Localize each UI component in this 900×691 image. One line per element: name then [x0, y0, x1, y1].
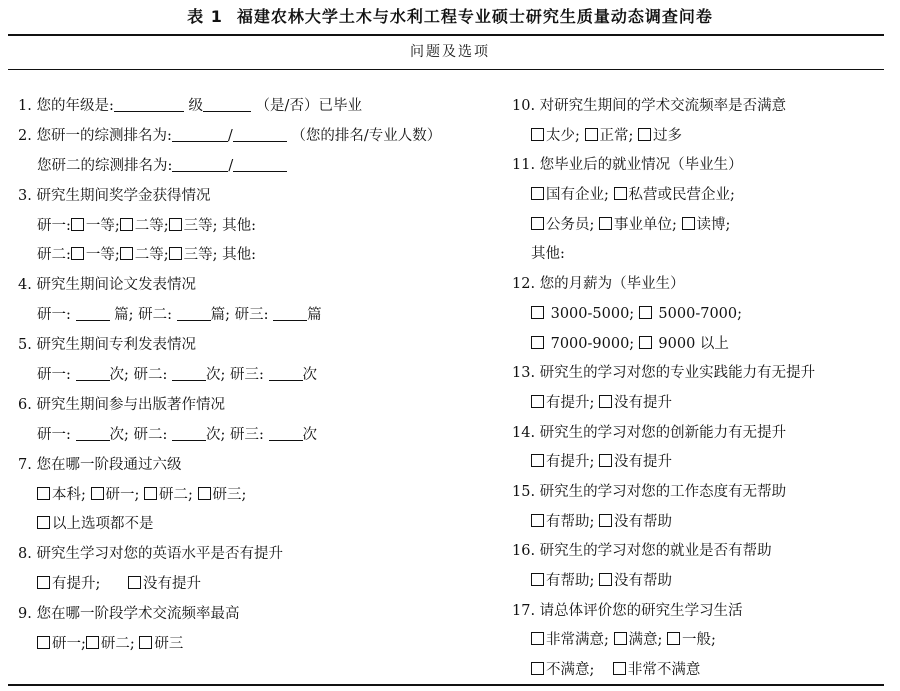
- bottom-rule: [8, 684, 884, 686]
- text: 研二;: [100, 636, 140, 653]
- text: 本科;: [52, 486, 91, 503]
- text: 9. 您在哪一阶段学术交流频率最高: [18, 606, 240, 623]
- text: 过多: [653, 127, 682, 144]
- fill-blank[interactable]: [76, 366, 110, 381]
- text: 次: [302, 367, 317, 384]
- checkbox[interactable]: [37, 487, 50, 500]
- option-line: [18, 481, 498, 511]
- table-number: 表 1: [187, 7, 223, 26]
- text: 篇; 研三:: [210, 307, 274, 324]
- fill-blank[interactable]: [269, 426, 303, 441]
- checkbox[interactable]: [169, 247, 182, 260]
- checkbox[interactable]: [531, 573, 544, 586]
- option-line: [512, 211, 892, 241]
- question-line: [18, 122, 498, 152]
- question-line: [512, 270, 892, 300]
- text: 没有提升: [143, 576, 202, 593]
- fill-blank[interactable]: [203, 97, 251, 112]
- checkbox[interactable]: [531, 514, 544, 527]
- text: 5000-7000;: [653, 305, 743, 322]
- text: 研一;: [105, 486, 144, 503]
- checkbox[interactable]: [667, 632, 680, 645]
- fill-blank[interactable]: [233, 127, 287, 142]
- checkbox[interactable]: [599, 573, 612, 586]
- question-line: [512, 419, 892, 449]
- checkbox[interactable]: [37, 516, 50, 529]
- fill-blank[interactable]: [76, 426, 110, 441]
- text: 14. 研究生的学习对您的创新能力有无提升: [512, 424, 787, 441]
- text: 研一:: [37, 426, 76, 443]
- checkbox[interactable]: [531, 662, 544, 675]
- text: 有提升;: [52, 576, 129, 593]
- option-line: [512, 626, 892, 656]
- text: 10. 对研究生期间的学术交流频率是否满意: [512, 98, 787, 114]
- text: 篇: [307, 307, 322, 324]
- checkbox[interactable]: [531, 632, 544, 645]
- text: 满意;: [628, 632, 667, 649]
- option-line: [18, 152, 498, 182]
- text: /: [227, 127, 233, 144]
- checkbox[interactable]: [613, 662, 626, 675]
- checkbox[interactable]: [585, 128, 598, 141]
- option-line: [512, 300, 892, 330]
- option-line: [18, 421, 498, 451]
- text: 没有帮助: [614, 573, 672, 589]
- fill-blank[interactable]: [273, 306, 307, 321]
- text: /: [228, 157, 234, 174]
- text: 次; 研二:: [109, 426, 172, 443]
- question-line: [18, 271, 498, 301]
- text: 7. 您在哪一阶段通过六级: [18, 456, 182, 473]
- text: 12. 您的月薪为（毕业生）: [512, 276, 685, 293]
- table-title: [0, 4, 900, 27]
- checkbox[interactable]: [71, 247, 84, 260]
- checkbox[interactable]: [71, 218, 84, 231]
- text: 1. 您的年级是:: [18, 98, 114, 114]
- text: 三等; 其他:: [183, 247, 257, 264]
- option-line: [512, 240, 892, 270]
- text: 一等;: [85, 247, 120, 264]
- option-line: [18, 241, 498, 271]
- text: 17. 请总体评价您的研究生学习生活: [512, 602, 743, 619]
- text: 公务员;: [546, 216, 599, 233]
- text: 级: [183, 98, 203, 114]
- question-line: [512, 151, 892, 181]
- option-line: [18, 361, 498, 391]
- fill-blank[interactable]: [76, 306, 110, 321]
- text: 研二;: [159, 486, 198, 503]
- text: 次; 研二:: [109, 367, 172, 384]
- checkbox[interactable]: [682, 217, 695, 230]
- text: 11. 您毕业后的就业情况（毕业生）: [512, 157, 743, 174]
- option-line: [512, 181, 892, 211]
- text: 不满意;: [546, 662, 613, 679]
- text: 8. 研究生学习对您的英语水平是否有提升: [18, 546, 283, 563]
- right-column: [512, 92, 892, 686]
- text: 三等; 其他:: [183, 217, 257, 234]
- question-line: [512, 597, 892, 627]
- checkbox[interactable]: [638, 128, 651, 141]
- checkbox[interactable]: [531, 217, 544, 230]
- option-line: [512, 508, 892, 538]
- table-header: 问题及选项: [410, 44, 490, 60]
- question-line: [512, 478, 892, 508]
- checkbox[interactable]: [120, 247, 133, 260]
- fill-blank[interactable]: [172, 366, 206, 381]
- checkbox[interactable]: [37, 576, 50, 589]
- checkbox[interactable]: [639, 336, 652, 349]
- checkbox[interactable]: [599, 454, 612, 467]
- checkbox[interactable]: [531, 336, 544, 349]
- option-line: [512, 567, 892, 597]
- text: 有提升;: [546, 454, 599, 471]
- option-line: [512, 330, 892, 360]
- question-line: [18, 600, 498, 630]
- fill-blank[interactable]: [172, 127, 228, 142]
- text: 研二:: [37, 247, 71, 264]
- text: 一般;: [682, 632, 716, 649]
- question-line: [18, 391, 498, 421]
- text: 有帮助;: [546, 513, 599, 530]
- text: 7000-9000;: [546, 335, 639, 352]
- option-line: [18, 301, 498, 331]
- question-line: [512, 359, 892, 389]
- text: 国有企业;: [546, 187, 614, 204]
- question-line: [512, 92, 892, 122]
- text: 16. 研究生的学习对您的就业是否有帮助: [512, 543, 772, 560]
- option-line: [512, 389, 892, 419]
- text: 次; 研三:: [206, 426, 269, 443]
- option-line: [18, 212, 498, 242]
- text: 15. 研究生的学习对您的工作态度有无帮助: [512, 483, 787, 500]
- fill-blank[interactable]: [114, 97, 184, 112]
- fill-blank[interactable]: [172, 426, 206, 441]
- question-line: [18, 92, 498, 122]
- checkbox[interactable]: [531, 306, 544, 319]
- checkbox[interactable]: [531, 128, 544, 141]
- checkbox[interactable]: [198, 487, 211, 500]
- text: 研三;: [212, 486, 247, 503]
- text: 太少;: [546, 127, 585, 144]
- header-rule: [8, 69, 884, 70]
- top-rule: [8, 34, 884, 36]
- table-caption: 福建农林大学土木与水利工程专业硕士研究生质量动态调查问卷: [236, 7, 713, 26]
- question-line: [18, 451, 498, 481]
- text: 事业单位;: [614, 216, 682, 233]
- option-line: [512, 448, 892, 478]
- checkbox[interactable]: [599, 514, 612, 527]
- fill-blank[interactable]: [269, 366, 303, 381]
- option-line: [18, 510, 498, 540]
- text: 6. 研究生期间参与出版著作情况: [18, 396, 225, 413]
- text: 没有提升: [614, 454, 672, 471]
- text: 有提升;: [546, 394, 599, 411]
- question-line: [18, 540, 498, 570]
- text: 读博;: [696, 216, 731, 233]
- left-column: [18, 92, 498, 660]
- text: 次; 研三:: [206, 367, 269, 384]
- option-line: [18, 630, 498, 660]
- checkbox[interactable]: [599, 217, 612, 230]
- text: 3. 研究生期间奖学金获得情况: [18, 187, 211, 204]
- checkbox[interactable]: [86, 636, 99, 649]
- text: 有帮助;: [546, 573, 599, 589]
- text: 二等;: [134, 247, 169, 264]
- checkbox[interactable]: [614, 632, 627, 645]
- text: 其他:: [531, 246, 565, 263]
- text: （是/否）已毕业: [250, 98, 362, 114]
- checkbox[interactable]: [639, 306, 652, 319]
- text: 研一:: [37, 367, 76, 384]
- text: 一等;: [85, 217, 120, 234]
- checkbox[interactable]: [139, 636, 152, 649]
- checkbox[interactable]: [120, 218, 133, 231]
- text: 私营或民营企业;: [628, 187, 735, 204]
- option-line: [18, 570, 498, 600]
- text: 非常不满意: [627, 662, 701, 679]
- text: （您的排名/专业人数）: [286, 127, 442, 144]
- text: 您研二的综测排名为:: [37, 157, 173, 174]
- text: 正常;: [599, 127, 638, 144]
- question-line: [18, 331, 498, 361]
- text: 2. 您研一的综测排名为:: [18, 127, 172, 144]
- question-line: [512, 537, 892, 567]
- checkbox[interactable]: [531, 395, 544, 408]
- text: 研三: [154, 636, 184, 653]
- text: 5. 研究生期间专利发表情况: [18, 337, 196, 354]
- text: 非常满意;: [546, 632, 614, 649]
- text: 13. 研究生的学习对您的专业实践能力有无提升: [512, 365, 816, 382]
- checkbox[interactable]: [37, 636, 50, 649]
- text: 没有提升: [614, 394, 672, 411]
- fill-blank[interactable]: [233, 157, 287, 172]
- checkbox[interactable]: [531, 454, 544, 467]
- fill-blank[interactable]: [177, 306, 211, 321]
- text: 次: [302, 426, 317, 443]
- text: 没有帮助: [614, 513, 672, 530]
- text: 篇; 研二:: [109, 307, 177, 324]
- option-line: [512, 656, 892, 686]
- text: 4. 研究生期间论文发表情况: [18, 277, 196, 294]
- checkbox[interactable]: [128, 576, 141, 589]
- text: 研一:: [37, 307, 76, 324]
- checkbox[interactable]: [169, 218, 182, 231]
- text: 3000-5000;: [546, 305, 639, 322]
- text: 以上选项都不是: [52, 516, 154, 533]
- checkbox[interactable]: [91, 487, 104, 500]
- text: 研一;: [52, 636, 86, 653]
- text: 9000 以上: [653, 335, 729, 352]
- option-line: [512, 122, 892, 152]
- text: 研一:: [37, 217, 71, 234]
- question-line: [18, 182, 498, 212]
- checkbox[interactable]: [614, 187, 627, 200]
- fill-blank[interactable]: [172, 157, 228, 172]
- checkbox[interactable]: [599, 395, 612, 408]
- checkbox[interactable]: [144, 487, 157, 500]
- checkbox[interactable]: [531, 187, 544, 200]
- text: 二等;: [134, 217, 169, 234]
